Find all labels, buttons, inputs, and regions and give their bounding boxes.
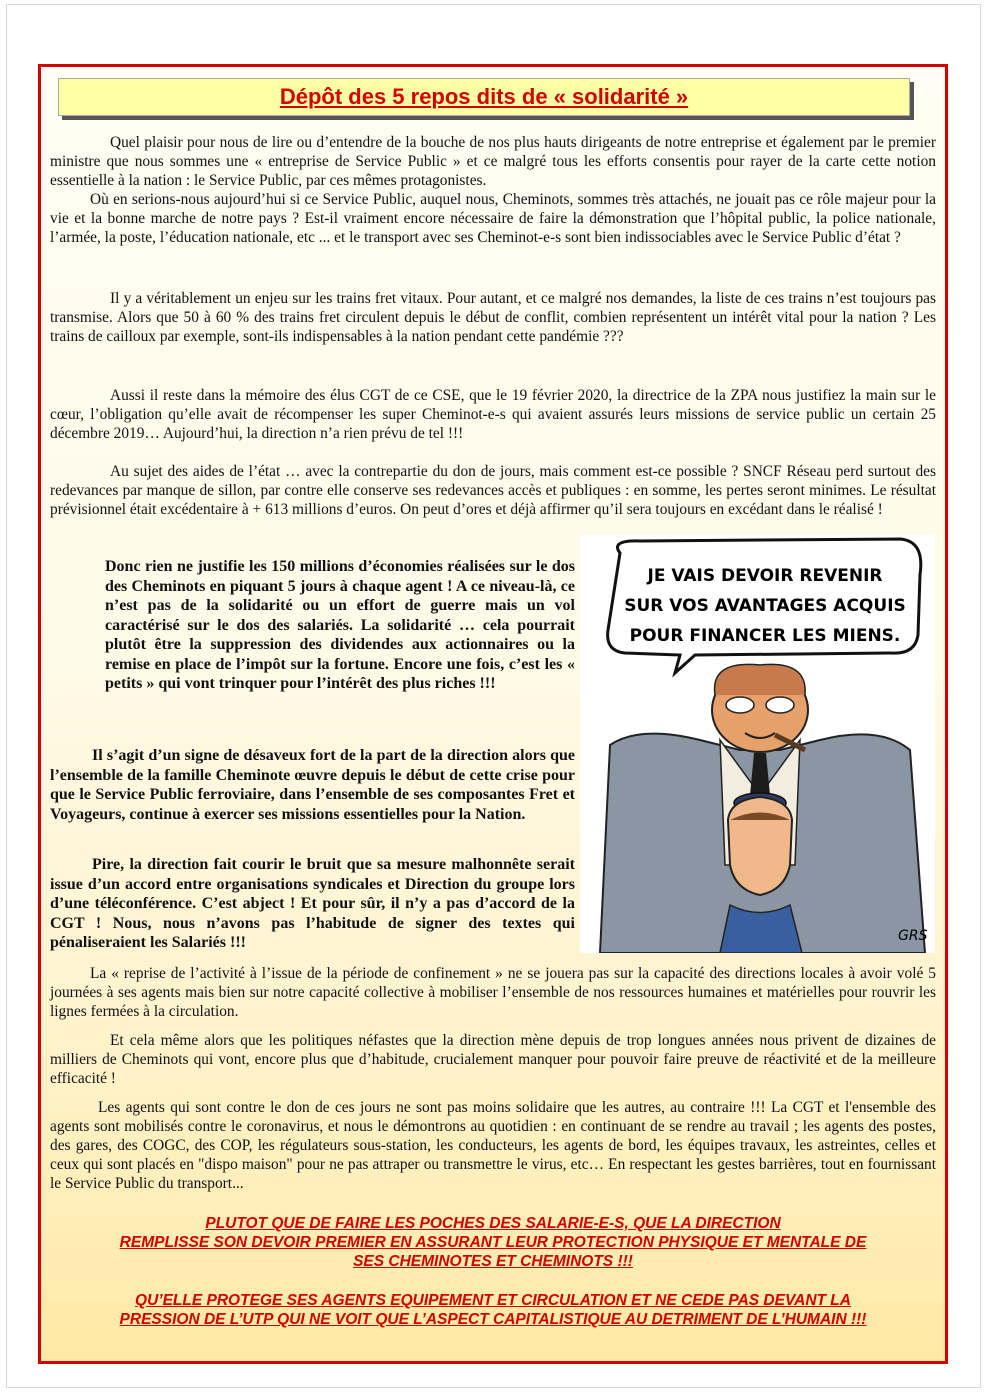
speech-line-3: POUR FINANCER LES MIENS. <box>629 626 901 646</box>
paragraph-4: Aussi il reste dans la mémoire des élus CGT de ce CSE, que le 19 février 2020, la directrice de la ZPA nous justifiez la main sur le cœur, l’obligation qu’elle avait de récompenser les super Cheminot-e-s qui avaient assurés leurs missions de service public un certain 25 décembre 2019… Aujourd’hui, la direction n’a rien prévu de tel !!! <box>50 387 936 442</box>
title-banner <box>58 78 910 116</box>
paragraph-5: Au sujet des aides de l’état … avec la contrepartie du don de jours, mais comment est-ce possible ? SNCF Réseau perd surtout des redevances par manque de sillon, par contre elle conserve ses redevances accès et publiques : en somme, les pertes seront minimes. Le résultat prévisionnel était excédentaire à + 613 millions d’euros. On peut d’ores et déjà affirmer qu’il sera toujours en excédant dans le réalisé ! <box>50 463 936 518</box>
callout-1 <box>50 1214 936 1271</box>
page-title: Dépôt des 5 repos dits de « solidarité » <box>279 84 689 109</box>
bold-paragraph-3: Pire, la direction fait courir le bruit que sa mesure malhonnête serait issue d’un accord entre organisations syndicales et Direction du groupe lors d’une téléconférence. C’est abject ! Et pour sûr, il n’y a pas d’accord de la CGT ! Nous, nous n’avons pas l’habitude de signer des textes qui pénaliseraient les Salariés !!! <box>50 856 575 951</box>
callout-2-line-2: PRESSION DE L’UTP QUI NE VOIT QUE L’ASPECT CAPITALISTIQUE AU DETRIMENT DE L’HUMAIN !!! <box>119 1311 867 1328</box>
bold-paragraph-2: Il s’agit d’un signe de désaveux fort de la part de la direction alors que l’ensemble de la famille Cheminote œuvre depuis le début de cette crise pour que le Service Public ferroviaire, dans l’ensemble de ses composantes Fret et Voyageurs, continue à exercer ses missions essentielles pour la Nation. <box>50 747 575 823</box>
cartoon-drawing <box>580 535 935 953</box>
paragraph-1: Quel plaisir pour nous de lire ou d’entendre de la bouche de nos plus hauts dirigeants de notre entreprise et également par le premier ministre que nous sommes une « entreprise de Service Public » et ce malgré tous les efforts consentis pour rayer de la carte cette notion essentielle à la nation : le Service Public, par ces mêmes protagonistes. <box>50 134 936 189</box>
callout-1-line-1: PLUTOT QUE DE FAIRE LES POCHES DES SALARIE-E-S, QUE LA DIRECTION <box>205 1215 781 1232</box>
cartoon-signature: GRS <box>898 928 928 944</box>
speech-line-1: JE VAIS DEVOIR REVENIR <box>647 566 883 586</box>
callout-2 <box>50 1291 936 1329</box>
callout-1-line-2: REMPLISSE SON DEVOIR PREMIER EN ASSURANT LEUR PROTECTION PHYSIQUE ET MENTALE DE <box>119 1234 867 1251</box>
paragraph-2: Où en serions-nous aujourd’hui si ce Service Public, auquel nous, Cheminots, sommes très attachés, ne jouait pas ce rôle majeur pour la vie et la bonne marche de notre pays ? Est-il vraiment encore nécessaire de faire la démonstration que l’hôpital public, la police nationale, l’armée, la poste, l’éducation nationale, etc ... et le transport avec ses Cheminot-e-s sont bien indissociables avec le Service Public d’état ? <box>50 191 936 246</box>
paragraph-8: Les agents qui sont contre le don de ces jours ne sont pas moins solidaire que les autres, au contraire !!! La CGT et l'ensemble des agents sont mobilisés contre le coronavirus, et nous le démontrons au quotidien : en continuant de se rendre au travail ; les agents des postes, des gares, des COGC, des COP, les régulateurs sous-station, les conducteurs, les agents de bord, les équipes travaux, les astreintes, celles et ceux qui sont placés en "dispo maison" pour ne pas attraper ou transmettre le virus, etc… En respectant les gestes barrières, tout en fournissant le Service Public du transport... <box>50 1099 936 1192</box>
callout-2-line-1: QU’ELLE PROTEGE SES AGENTS EQUIPEMENT ET CIRCULATION ET NE CEDE PAS DEVANT LA <box>135 1292 851 1309</box>
paragraph-7: Et cela même alors que les politiques néfastes que la direction mène depuis de trop longues années nous privent de dizaines de milliers de Cheminots qui vont, encore plus que d’habitude, crucialement manquer pour pouvoir faire preuve de réactivité et de la meilleure efficacité ! <box>50 1032 936 1087</box>
paragraph-3: Il y a véritablement un enjeu sur les trains fret vitaux. Pour autant, et ce malgré nos demandes, la liste de ces trains n’est toujours pas transmise. Alors que 50 à 60 % des trains fret circulent depuis le début de conflit, combien représentent un intérêt vital pour la nation ? Les trains de cailloux par exemple, sont-ils indispensables à la nation pendant cette pandémie ??? <box>50 290 936 345</box>
callout-1-line-3: SES CHEMINOTES ET CHEMINOTS !!! <box>353 1253 633 1270</box>
paragraph-6: La « reprise de l’activité à l’issue de la période de confinement » ne se jouera pas sur la capacité des directions locales à avoir volé 5 journées à ses agents mais bien sur notre capacité collective à mobiliser l’ensemble de nos ressources humaines et matérielles pour rouvrir les lignes fermées à la circulation. <box>50 965 936 1020</box>
bold-paragraph-1: Donc rien ne justifie les 150 millions d’économies réalisées sur le dos des Cheminots en piquant 5 jours à chaque agent ! A ce niveau-là, ce n’est pas de la solidarité ou un effort de guerre mais un vol caractérisé sur le dos des salariés. La solidarité … cela pourrait plutôt être la suppression des dividendes aux actionnaires ou la remise en place de l’impôt sur la fortune. Encore une fois, c’est les « petits » qui vont trinquer pour l’intérêt des plus riches !!! <box>105 558 575 692</box>
cartoon-illustration <box>580 535 935 953</box>
speech-line-2: SUR VOS AVANTAGES ACQUIS <box>624 596 906 616</box>
